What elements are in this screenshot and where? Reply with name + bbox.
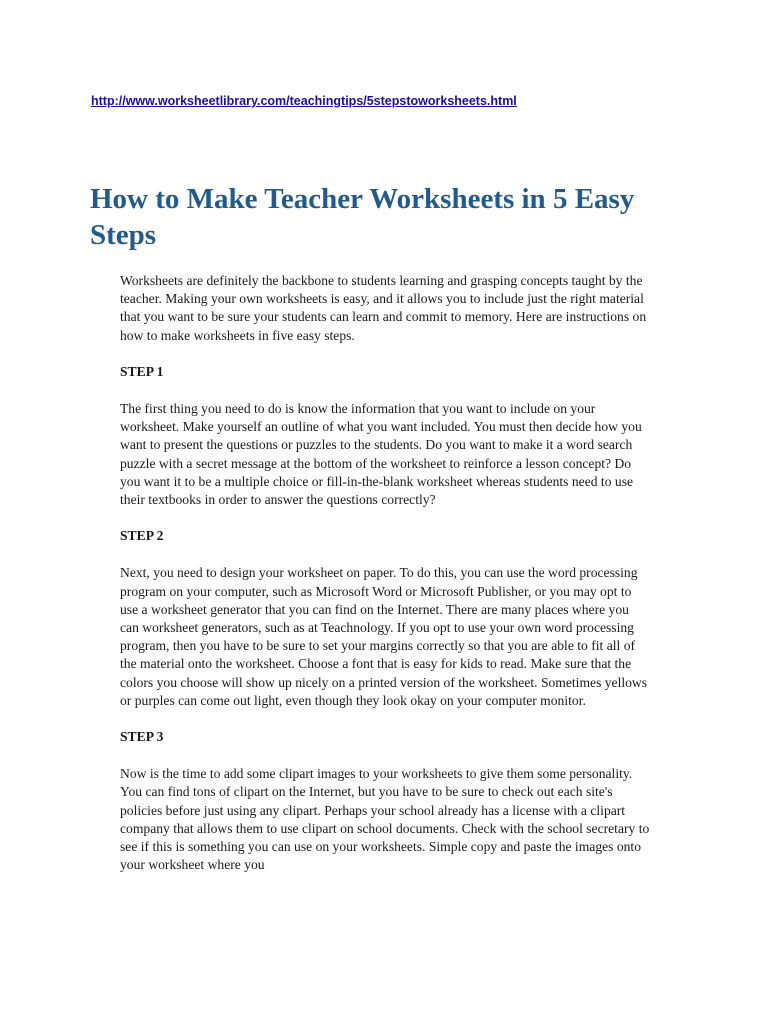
step-1-paragraph: The first thing you need to do is know the information that you want to include on your worksheet. Make yourself an outline of what you want included. You must then decide how you want to present the questions or puzzles to the students. Do you want to make it a word search puzzle with a secret message at the bottom of the worksheet to reinforce a lesson concept? Do you want it to be a multiple choice or fill-in-the-blank worksheet whereas students need to use their textbooks in order to answer the questions correctly? bbox=[120, 401, 642, 508]
step-3-heading: STEP 3 bbox=[120, 729, 164, 745]
article-body bbox=[120, 272, 650, 874]
step-2-heading: STEP 2 bbox=[120, 528, 164, 544]
step-1-heading: STEP 1 bbox=[120, 363, 164, 379]
intro-paragraph: Worksheets are definitely the backbone to students learning and grasping concepts taught by the teacher. Making your own worksheets is easy, and it allows you to include just the right material that you want to be sure your students can learn and commit to memory. Here are instructions on how to make worksheets in five easy steps. bbox=[120, 273, 647, 343]
source-url-link[interactable]: http://www.worksheetlibrary.com/teachingtips/5stepstoworksheets.html bbox=[91, 94, 517, 108]
page-title: How to Make Teacher Worksheets in 5 Easy Steps bbox=[90, 183, 635, 251]
step-3-paragraph: Now is the time to add some clipart images to your worksheets to give them some personality. You can find tons of clipart on the Internet, but you have to be sure to check out each site's policies before just using any clipart. Perhaps your school already has a license with a clipart company that allows them to use clipart on school documents. Check with the school secretary to see if this is something you can use on your worksheets. Simple copy and paste the images onto your worksheet where you bbox=[120, 766, 650, 873]
step-2-paragraph: Next, you need to design your worksheet on paper. To do this, you can use the word processing program on your computer, such as Microsoft Word or Microsoft Publisher, or you may opt to use a worksheet generator that you can find on the Internet. There are many places where you can worksheet generators, such as at Teachnology. If you opt to use your own word processing program, then you have to be sure to set your margins correctly so that you are able to fit all of the material onto the worksheet. Choose a font that is easy for kids to read. Make sure that the colors you choose will show up nicely on a printed version of the worksheet. Sometimes yellows or purples can come out light, even though they look okay on your computer monitor. bbox=[120, 565, 648, 708]
